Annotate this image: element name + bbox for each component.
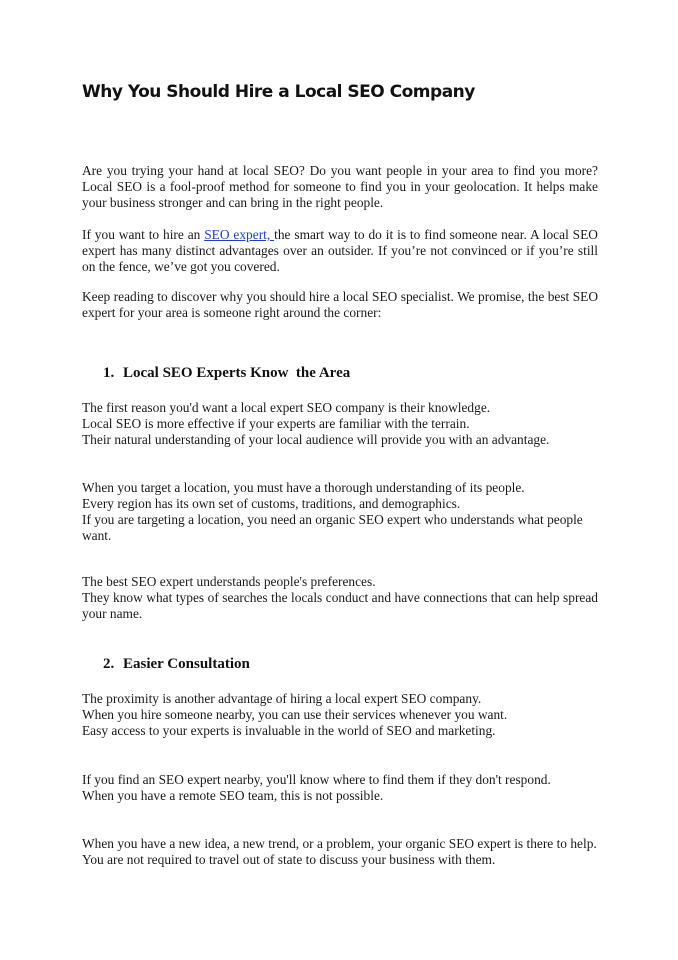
intro-paragraph-3: Keep reading to discover why you should hire a local SEO specialist. We promise, the best SEO expert for your area is someone right around the corner:	[82, 289, 598, 320]
intro-paragraph-2	[82, 227, 598, 275]
section-1-line: They know what types of searches the locals conduct and have connections that can help spread your name.	[82, 590, 598, 621]
intro-paragraph-1: Are you trying your hand at local SEO? Do you want people in your area to find you more? Local SEO is a fool-proof method for someone to find you in your geolocation. It helps make your business stronger and can bring in the right people.	[82, 163, 598, 210]
section-2-group-3	[82, 836, 598, 868]
section-2-number: 2.	[103, 656, 115, 672]
section-2-group-1	[82, 691, 598, 739]
section-1-line: Local SEO is more effective if your experts are familiar with the terrain.	[82, 416, 470, 431]
section-1-number: 1.	[103, 365, 115, 381]
section-1-group-3	[82, 574, 598, 622]
seo-expert-link[interactable]: SEO expert,	[204, 227, 275, 242]
section-2-line: When you hire someone nearby, you can use their services whenever you want.	[82, 707, 508, 722]
section-2-line: If you find an SEO expert nearby, you'll know where to find them if they don't respond.	[82, 772, 551, 787]
section-1-line: When you target a location, you must have a thorough understanding of its people.	[82, 480, 525, 495]
section-1-heading-text: Local SEO Experts Know the Area	[123, 365, 351, 381]
section-1-line: Every region has its own set of customs, traditions, and demographics.	[82, 496, 461, 511]
section-1-line: The best SEO expert understands people's preferences.	[82, 574, 376, 589]
section-1-line: The first reason you'd want a local expert SEO company is their knowledge.	[82, 400, 491, 415]
section-2-heading-text: Easier Consultation	[123, 656, 250, 672]
section-2-line: Easy access to your experts is invaluable in the world of SEO and marketing.	[82, 723, 496, 738]
section-2-group-2	[82, 772, 598, 804]
section-1-heading	[103, 365, 350, 382]
intro-paragraph-2-lead: If you want to hire an	[82, 227, 205, 242]
section-2-heading	[103, 656, 250, 673]
section-2-line: The proximity is another advantage of hiring a local expert SEO company.	[82, 691, 482, 706]
section-1-line: If you are targeting a location, you need an organic SEO expert who understands what people want.	[82, 512, 583, 543]
section-2-line: When you have a new idea, a new trend, or a problem, your organic SEO expert is there to help.	[82, 836, 597, 851]
page-title: Why You Should Hire a Local SEO Company	[82, 82, 475, 102]
section-1-group-1	[82, 400, 598, 448]
section-1-group-2	[82, 480, 598, 544]
section-2-line: When you have a remote SEO team, this is not possible.	[82, 788, 384, 803]
section-2-line: You are not required to travel out of state to discuss your business with them.	[82, 852, 496, 867]
section-1-line: Their natural understanding of your local audience will provide you with an advantage.	[82, 432, 550, 447]
intro-paragraph-2-rest: the smart way to do it is to find someone near. A local SEO expert has many distinct advantages over an outsider. If you’re not convinced or if you’re still on the fence, we’ve got you covered.	[82, 227, 598, 274]
